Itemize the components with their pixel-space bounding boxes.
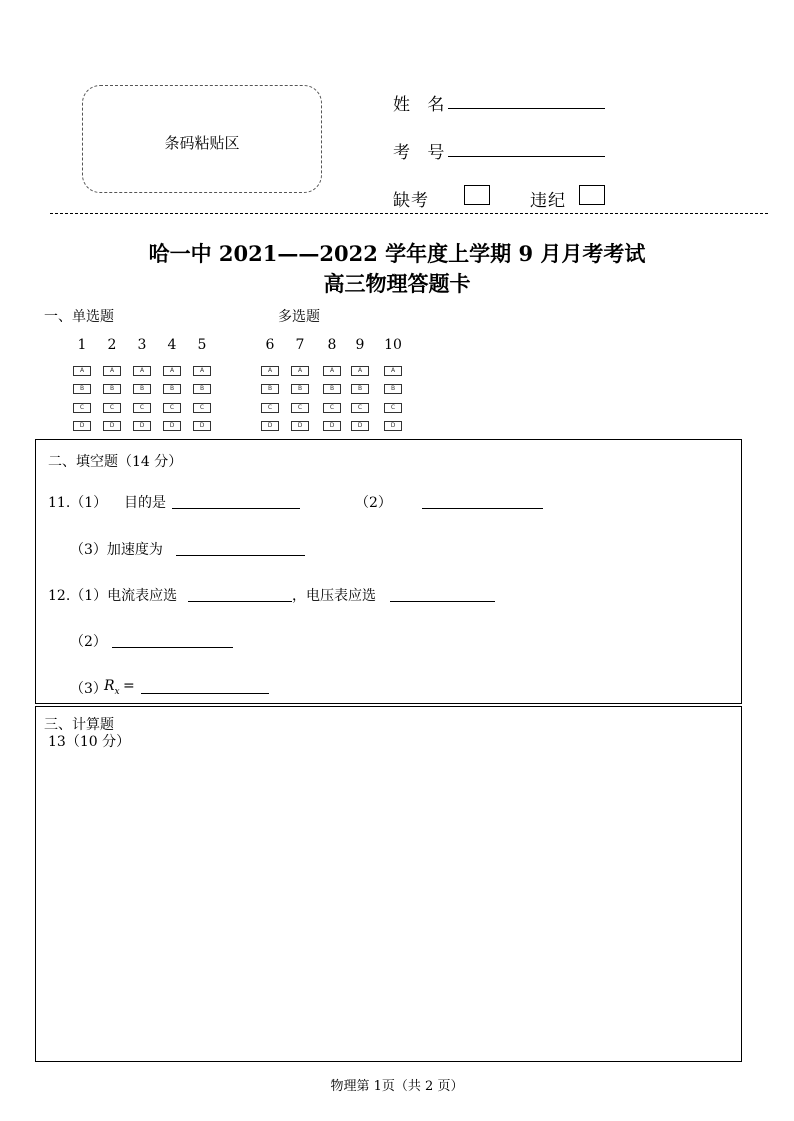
calculation-heading: 三、计算题 bbox=[44, 717, 114, 733]
answer-bubble[interactable]: B bbox=[384, 384, 402, 394]
answer-bubble[interactable]: A bbox=[163, 366, 181, 376]
answer-bubble[interactable]: B bbox=[351, 384, 369, 394]
q11-3-answer-line[interactable] bbox=[176, 554, 305, 556]
q11-1-prefix: 11.（1） bbox=[48, 495, 108, 511]
q11-3-label: （3）加速度为 bbox=[70, 542, 163, 558]
answer-bubble[interactable]: C bbox=[193, 403, 211, 413]
violation-label: 违纪 bbox=[530, 191, 566, 211]
q12-1-label: 12.（1）电流表应选 bbox=[48, 588, 178, 604]
answer-bubble[interactable]: B bbox=[193, 384, 211, 394]
multi-question-number: 10 bbox=[384, 337, 402, 353]
fill-in-section bbox=[35, 439, 742, 704]
multi-choice-heading: 多选题 bbox=[278, 309, 320, 325]
id-field[interactable] bbox=[448, 155, 605, 157]
id-label: 考 号 bbox=[393, 143, 451, 163]
name-field[interactable] bbox=[448, 107, 605, 109]
answer-bubble[interactable]: D bbox=[193, 421, 211, 431]
answer-bubble[interactable]: D bbox=[323, 421, 341, 431]
rx-subscript: x bbox=[114, 686, 120, 697]
q12-1-voltmeter-line[interactable] bbox=[390, 600, 495, 602]
answer-bubble[interactable]: D bbox=[163, 421, 181, 431]
single-question-number: 4 bbox=[167, 337, 177, 353]
q13-label: 13（10 分） bbox=[48, 734, 131, 750]
answer-bubble[interactable]: B bbox=[261, 384, 279, 394]
answer-bubble[interactable]: C bbox=[351, 403, 369, 413]
answer-bubble[interactable]: D bbox=[351, 421, 369, 431]
exam-title: 哈一中 2021——2022 学年度上学期 9 月月考考试 bbox=[148, 241, 646, 266]
cut-line-divider bbox=[50, 213, 768, 214]
violation-checkbox[interactable] bbox=[579, 185, 605, 205]
multi-question-number: 7 bbox=[295, 337, 305, 353]
q11-1-label: 目的是 bbox=[124, 495, 166, 511]
answer-bubble[interactable]: C bbox=[103, 403, 121, 413]
answer-bubble[interactable]: A bbox=[261, 366, 279, 376]
q12-3-symbol bbox=[104, 678, 120, 697]
barcode-area bbox=[82, 85, 322, 193]
answer-bubble[interactable]: B bbox=[323, 384, 341, 394]
single-choice-heading: 一、单选题 bbox=[44, 309, 114, 325]
answer-bubble[interactable]: A bbox=[291, 366, 309, 376]
answer-bubble[interactable]: A bbox=[103, 366, 121, 376]
answer-bubble[interactable]: C bbox=[384, 403, 402, 413]
answer-bubble[interactable]: D bbox=[73, 421, 91, 431]
answer-bubble[interactable]: B bbox=[73, 384, 91, 394]
answer-bubble[interactable]: D bbox=[384, 421, 402, 431]
q12-2-answer-line[interactable] bbox=[112, 646, 233, 648]
q11-1-answer-line[interactable] bbox=[172, 507, 300, 509]
q12-1-voltmeter-label: ，电压表应选 bbox=[292, 588, 376, 604]
multi-question-number: 8 bbox=[327, 337, 337, 353]
answer-bubble[interactable]: A bbox=[133, 366, 151, 376]
q11-2-prefix: （2） bbox=[355, 495, 392, 511]
q12-3-prefix: （3） bbox=[70, 681, 107, 697]
answer-bubble[interactable]: C bbox=[261, 403, 279, 413]
answer-bubble[interactable]: A bbox=[193, 366, 211, 376]
q11-2-answer-line[interactable] bbox=[422, 507, 543, 509]
answer-bubble[interactable]: A bbox=[323, 366, 341, 376]
answer-bubble[interactable]: D bbox=[133, 421, 151, 431]
single-question-number: 2 bbox=[107, 337, 117, 353]
fill-in-heading: 二、填空题（14 分） bbox=[48, 454, 183, 470]
q12-3-equals: = bbox=[123, 678, 135, 694]
name-label: 姓 名 bbox=[393, 95, 451, 115]
answer-bubble[interactable]: C bbox=[133, 403, 151, 413]
multi-question-number: 9 bbox=[355, 337, 365, 353]
barcode-label: 条码粘贴区 bbox=[164, 134, 240, 152]
q12-2-prefix: （2） bbox=[70, 634, 107, 650]
single-question-number: 3 bbox=[137, 337, 147, 353]
answer-bubble[interactable]: B bbox=[133, 384, 151, 394]
answer-bubble[interactable]: B bbox=[291, 384, 309, 394]
answer-bubble[interactable]: D bbox=[261, 421, 279, 431]
multi-question-number: 6 bbox=[265, 337, 275, 353]
answer-bubble[interactable]: C bbox=[323, 403, 341, 413]
answer-bubble[interactable]: D bbox=[103, 421, 121, 431]
answer-bubble[interactable]: C bbox=[73, 403, 91, 413]
rx-symbol: R bbox=[104, 678, 115, 694]
page-footer: 物理第 1页（共 2 页） bbox=[330, 1079, 464, 1094]
answer-bubble[interactable]: C bbox=[291, 403, 309, 413]
answer-bubble[interactable]: A bbox=[73, 366, 91, 376]
single-question-number: 1 bbox=[77, 337, 87, 353]
answer-bubble[interactable]: A bbox=[351, 366, 369, 376]
card-title: 高三物理答题卡 bbox=[323, 271, 471, 296]
single-question-number: 5 bbox=[197, 337, 207, 353]
calculation-section[interactable] bbox=[35, 706, 742, 1062]
absent-checkbox[interactable] bbox=[464, 185, 490, 205]
answer-bubble[interactable]: B bbox=[163, 384, 181, 394]
answer-bubble[interactable]: D bbox=[291, 421, 309, 431]
q12-1-ammeter-line[interactable] bbox=[188, 600, 292, 602]
answer-bubble[interactable]: A bbox=[384, 366, 402, 376]
q12-3-answer-line[interactable] bbox=[141, 692, 269, 694]
answer-bubble[interactable]: C bbox=[163, 403, 181, 413]
absent-label: 缺考 bbox=[393, 191, 429, 211]
answer-bubble[interactable]: B bbox=[103, 384, 121, 394]
